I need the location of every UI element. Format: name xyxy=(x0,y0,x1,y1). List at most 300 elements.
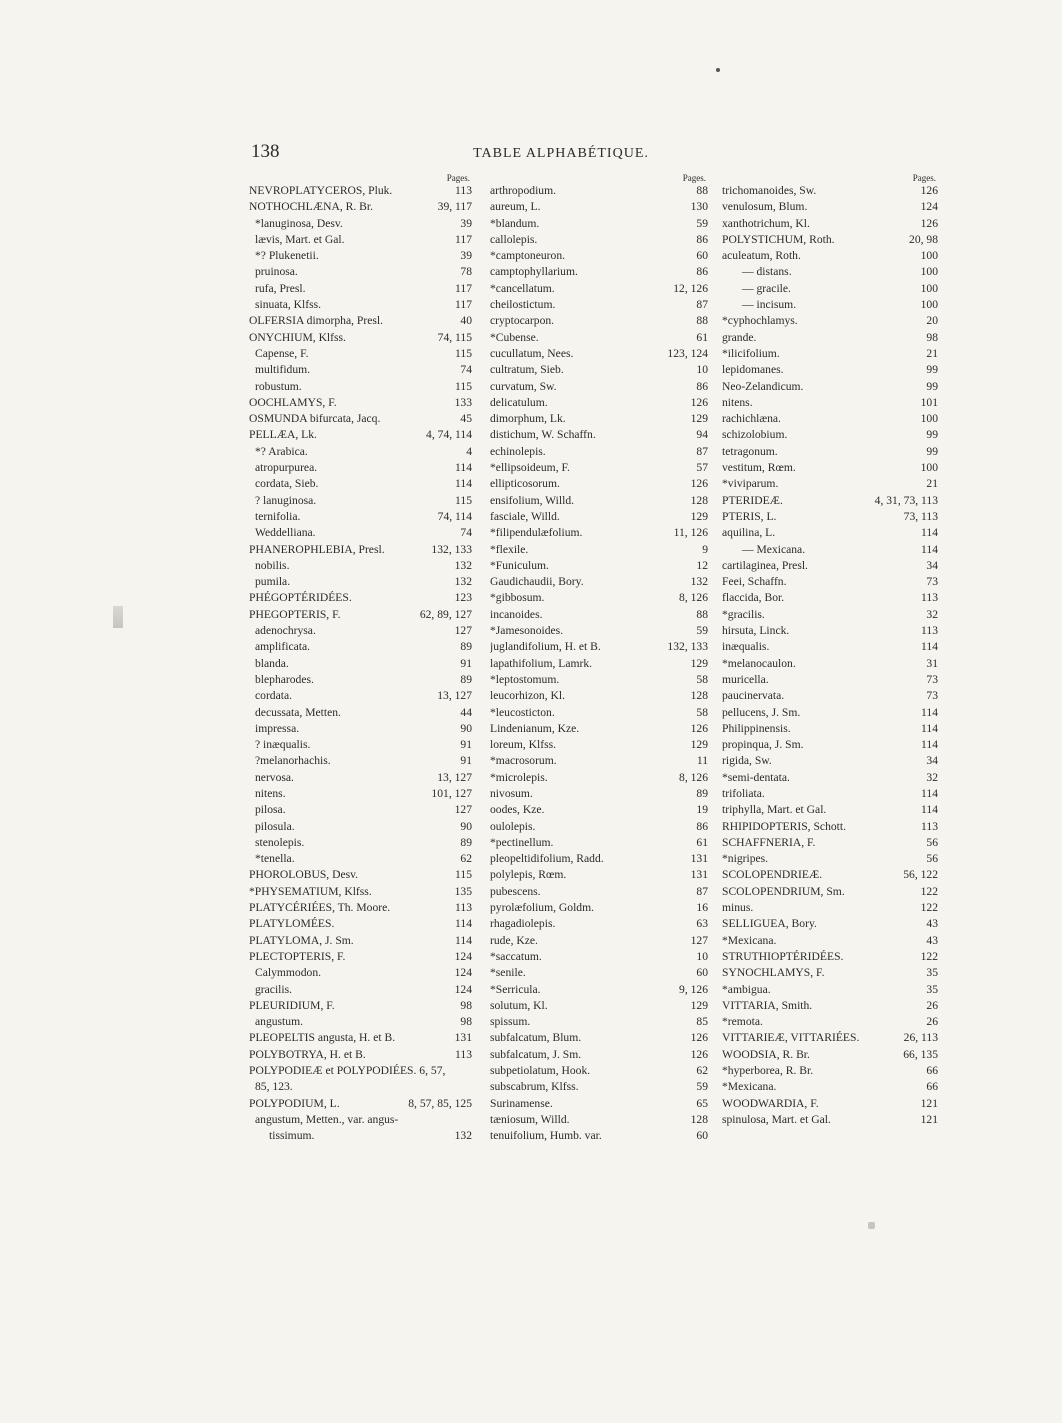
index-entry xyxy=(490,493,708,509)
entry-pages: 126 xyxy=(690,1047,708,1061)
entry-pages: 21 xyxy=(926,477,938,491)
entry-name: PLEOPELTIS angusta, H. et B. xyxy=(249,1031,396,1045)
entry-pages: 126 xyxy=(920,184,938,197)
entry-pages: 9 xyxy=(702,542,708,556)
entry-pages: 90 xyxy=(460,819,472,833)
entry-name: OLFERSIA dimorpha, Presl. xyxy=(249,314,383,328)
entry-name: propinqua, J. Sm. xyxy=(722,738,804,752)
index-entry xyxy=(249,998,472,1014)
entry-name: *ambigua. xyxy=(722,982,771,996)
entry-pages: 88 xyxy=(696,607,708,621)
index-entry xyxy=(249,183,472,199)
index-entry xyxy=(722,982,938,998)
entry-pages: 132, 133 xyxy=(667,640,708,654)
entry-pages: 113 xyxy=(921,819,938,833)
index-entry xyxy=(490,656,708,672)
entry-pages: 63 xyxy=(696,917,708,931)
entry-pages: 73, 113 xyxy=(903,509,938,523)
entry-name: SYNOCHLAMYS, F. xyxy=(722,966,825,980)
entry-name: xanthotrichum, Kl. xyxy=(722,216,810,230)
index-entry xyxy=(490,199,708,215)
entry-name: nitens. xyxy=(255,786,286,800)
entry-name: cucullatum, Nees. xyxy=(490,346,574,360)
entry-name: *cyphochlamys. xyxy=(722,314,798,328)
entry-pages: 131 xyxy=(690,852,708,866)
entry-name: venulosum, Blum. xyxy=(722,200,808,214)
entry-name: grande. xyxy=(722,330,757,344)
entry-name: leucorhizon, Kl. xyxy=(490,689,566,703)
entry-name: OOCHLAMYS, F. xyxy=(249,395,337,409)
entry-name: *flexile. xyxy=(490,542,529,556)
entry-pages: 132 xyxy=(690,575,708,589)
entry-pages: 114 xyxy=(921,526,938,540)
index-entry xyxy=(722,216,938,232)
entry-name: PELLÆA, Lk. xyxy=(249,428,317,442)
entry-name: pumila. xyxy=(255,575,291,589)
entry-name: tissimum. xyxy=(269,1129,315,1143)
entry-name: *pectinellum. xyxy=(490,835,554,849)
index-entry xyxy=(249,623,472,639)
entry-name: WOODWARDIA, F. xyxy=(722,1096,819,1110)
entry-name: *microlepis. xyxy=(490,770,548,784)
entry-pages: 56 xyxy=(926,852,938,866)
entry-pages: 4, 74, 114 xyxy=(426,428,472,442)
entry-name: inæqualis. xyxy=(722,640,770,654)
entry-pages: 91 xyxy=(460,656,472,670)
entry-name: *PHYSEMATIUM, Klfss. xyxy=(249,884,372,898)
entry-name: multifidum. xyxy=(255,363,311,377)
entry-pages: 114 xyxy=(921,705,938,719)
index-entry xyxy=(490,216,708,232)
entry-name: tetragonum. xyxy=(722,444,778,458)
entry-pages: 129 xyxy=(690,509,708,523)
entry-pages: 73 xyxy=(926,575,938,589)
index-entry xyxy=(490,1079,708,1095)
entry-name: blanda. xyxy=(255,656,289,670)
entry-pages: 58 xyxy=(696,705,708,719)
entry-pages: 132 xyxy=(454,575,472,589)
index-entry xyxy=(722,1063,938,1079)
entry-name: angustum, Metten., var. angus- xyxy=(255,1112,399,1126)
index-entry xyxy=(249,770,472,786)
entry-pages: 74, 115 xyxy=(437,330,472,344)
index-entry xyxy=(722,705,938,721)
index-entry xyxy=(490,444,708,460)
index-entry xyxy=(490,786,708,802)
index-entry xyxy=(249,949,472,965)
entry-name: *Funiculum. xyxy=(490,558,549,572)
index-entry xyxy=(722,313,938,329)
entry-name: dimorphum, Lk. xyxy=(490,412,566,426)
entry-pages: 9, 126 xyxy=(679,982,708,996)
entry-name: oodes, Kze. xyxy=(490,803,545,817)
entry-pages: 129 xyxy=(690,738,708,752)
entry-name: Weddelliana. xyxy=(255,526,316,540)
entry-name: PHOROLOBUS, Desv. xyxy=(249,868,359,882)
index-entry xyxy=(249,933,472,949)
entry-pages: 86 xyxy=(696,379,708,393)
index-entry xyxy=(722,1014,938,1030)
entry-pages: 86 xyxy=(696,265,708,279)
index-entry xyxy=(249,835,472,851)
index-entry xyxy=(249,379,472,395)
entry-name: *melanocaulon. xyxy=(722,656,796,670)
entry-name: PLATYLOMÉES. xyxy=(249,917,335,931)
index-entry xyxy=(249,688,472,704)
entry-pages: 114 xyxy=(921,542,938,556)
entry-name: pellucens, J. Sm. xyxy=(722,705,801,719)
entry-name: OSMUNDA bifurcata, Jacq. xyxy=(249,412,381,426)
entry-pages: 26 xyxy=(926,1015,938,1029)
entry-name: *gracilis. xyxy=(722,607,765,621)
entry-pages: 91 xyxy=(460,738,472,752)
entry-name: polylepis, Rœm. xyxy=(490,868,567,882)
index-entry xyxy=(722,835,938,851)
entry-name: cryptocarpon. xyxy=(490,314,555,328)
entry-pages: 10 xyxy=(696,949,708,963)
entry-name: PHEGOPTERIS, F. xyxy=(249,607,341,621)
entry-pages: 39, 117 xyxy=(437,200,472,214)
entry-name: aculeatum, Roth. xyxy=(722,249,801,263)
entry-name: lepidomanes. xyxy=(722,363,784,377)
index-entry xyxy=(490,933,708,949)
index-entry xyxy=(490,819,708,835)
entry-name: echinolepis. xyxy=(490,444,546,458)
page-speck xyxy=(716,68,720,72)
entry-name: SCHAFFNERIA, F. xyxy=(722,835,816,849)
index-entry xyxy=(249,476,472,492)
index-entry xyxy=(490,1030,708,1046)
entry-name: *? Plukenetii. xyxy=(255,249,319,263)
entry-pages: 26 xyxy=(926,998,938,1012)
entry-name: *semi-dentata. xyxy=(722,770,790,784)
entry-pages: 101 xyxy=(920,395,938,409)
index-entry xyxy=(490,1063,708,1079)
entry-name: tenuifolium, Humb. var. xyxy=(490,1129,602,1143)
entry-name: pleopeltidifolium, Radd. xyxy=(490,852,604,866)
entry-pages: 59 xyxy=(696,216,708,230)
index-entry xyxy=(722,753,938,769)
entry-pages: 114 xyxy=(921,786,938,800)
entry-name: solutum, Kl. xyxy=(490,998,548,1012)
entry-pages: 122 xyxy=(920,901,938,915)
entry-pages xyxy=(466,1079,472,1095)
index-entry xyxy=(722,248,938,264)
entry-pages: 124 xyxy=(920,200,938,214)
index-entry xyxy=(722,460,938,476)
index-entry xyxy=(249,444,472,460)
entry-pages: 21 xyxy=(926,346,938,360)
entry-pages: 74, 114 xyxy=(437,509,472,523)
column-header: Pages. xyxy=(682,173,706,183)
index-entry xyxy=(722,330,938,346)
index-entry xyxy=(722,232,938,248)
index-entry xyxy=(722,672,938,688)
index-entry xyxy=(490,851,708,867)
entry-pages: 99 xyxy=(926,363,938,377)
index-entry xyxy=(249,672,472,688)
entry-pages xyxy=(466,1112,472,1128)
entry-pages: 32 xyxy=(926,770,938,784)
entry-pages: 128 xyxy=(690,689,708,703)
entry-name: amplificata. xyxy=(255,640,311,654)
entry-name: flaccida, Bor. xyxy=(722,591,785,605)
index-entry xyxy=(722,916,938,932)
entry-pages: 126 xyxy=(690,1031,708,1045)
entry-pages: 127 xyxy=(454,624,472,638)
index-entry xyxy=(249,199,472,215)
entry-name: *gibbosum. xyxy=(490,591,545,605)
index-entry xyxy=(722,819,938,835)
index-entry xyxy=(249,639,472,655)
entry-name: Calymmodon. xyxy=(255,966,322,980)
entry-pages: 61 xyxy=(696,835,708,849)
index-entry xyxy=(490,705,708,721)
entry-name: Gaudichaudii, Bory. xyxy=(490,575,584,589)
index-entry xyxy=(249,542,472,558)
entry-pages: 100 xyxy=(920,461,938,475)
index-entry xyxy=(490,867,708,883)
entry-pages: 39 xyxy=(460,216,472,230)
index-column-2 xyxy=(490,173,708,1145)
entry-pages: 8, 126 xyxy=(679,770,708,784)
entry-name: pilosula. xyxy=(255,819,295,833)
entry-name: tæniosum, Willd. xyxy=(490,1112,570,1126)
index-entry xyxy=(722,183,938,199)
index-entry xyxy=(722,688,938,704)
index-entry xyxy=(490,281,708,297)
entry-name: RHIPIDOPTERIS, Schott. xyxy=(722,819,846,833)
index-entry xyxy=(249,1030,472,1046)
entry-pages: 114 xyxy=(921,803,938,817)
entry-pages: 65 xyxy=(696,1096,708,1110)
index-entry xyxy=(722,884,938,900)
entry-name: loreum, Klfss. xyxy=(490,738,557,752)
index-entry xyxy=(490,558,708,574)
entry-pages: 66 xyxy=(926,1064,938,1078)
entry-pages: 129 xyxy=(690,998,708,1012)
entry-pages: 115 xyxy=(455,868,472,882)
entry-pages: 56, 122 xyxy=(903,868,938,882)
entry-pages: 126 xyxy=(690,721,708,735)
entry-name: lævis, Mart. et Gal. xyxy=(255,232,345,246)
entry-pages: 13, 127 xyxy=(437,770,472,784)
index-entry xyxy=(490,802,708,818)
index-entry xyxy=(490,1096,708,1112)
entry-pages: 127 xyxy=(690,933,708,947)
entry-pages: 57 xyxy=(696,461,708,475)
index-entry xyxy=(490,900,708,916)
entry-pages: 4 xyxy=(466,444,472,458)
entry-name: *leptostomum. xyxy=(490,672,560,686)
entry-pages: 99 xyxy=(926,428,938,442)
index-entry xyxy=(490,248,708,264)
entry-pages: 132, 133 xyxy=(431,542,472,556)
index-entry xyxy=(249,297,472,313)
index-entry xyxy=(490,542,708,558)
entry-name: spissum. xyxy=(490,1015,531,1029)
entry-pages: 114 xyxy=(455,917,472,931)
entry-name: rigida, Sw. xyxy=(722,754,772,768)
index-entry xyxy=(722,427,938,443)
entry-name: rhagadiolepis. xyxy=(490,917,556,931)
entry-pages: 114 xyxy=(455,477,472,491)
entry-pages: 126 xyxy=(690,477,708,491)
entry-pages: 135 xyxy=(454,884,472,898)
entry-name: muricella. xyxy=(722,672,769,686)
entry-name: VITTARIA, Smith. xyxy=(722,998,813,1012)
entry-name: *hyperborea, R. Br. xyxy=(722,1064,814,1078)
entry-pages: 87 xyxy=(696,298,708,312)
entry-pages: 128 xyxy=(690,1112,708,1126)
entry-pages: 10 xyxy=(696,363,708,377)
index-entry xyxy=(490,476,708,492)
entry-name: gracilis. xyxy=(255,982,293,996)
entry-pages: 99 xyxy=(926,379,938,393)
entry-name: *nigripes. xyxy=(722,852,769,866)
index-entry xyxy=(490,395,708,411)
entry-name: rufa, Presl. xyxy=(255,281,306,295)
entry-pages: 115 xyxy=(455,379,472,393)
index-entry xyxy=(722,264,938,280)
entry-pages: 62 xyxy=(696,1064,708,1078)
index-entry xyxy=(722,639,938,655)
entry-name: *Mexicana. xyxy=(722,933,777,947)
entry-pages: 123 xyxy=(454,591,472,605)
entry-pages: 124 xyxy=(454,949,472,963)
index-entry xyxy=(490,998,708,1014)
entry-name: incanoides. xyxy=(490,607,543,621)
entry-name: POLYSTICHUM, Roth. xyxy=(722,232,835,246)
entry-name: PLEURIDIUM, F. xyxy=(249,998,335,1012)
entry-name: Capense, F. xyxy=(255,346,309,360)
index-entry xyxy=(490,1014,708,1030)
entry-pages: 40 xyxy=(460,314,472,328)
entry-name: subpetiolatum, Hook. xyxy=(490,1064,591,1078)
entry-name: Surinamense. xyxy=(490,1096,553,1110)
entry-name: atropurpurea. xyxy=(255,461,318,475)
entry-pages: 113 xyxy=(921,591,938,605)
entry-name: SCOLOPENDRIUM, Sm. xyxy=(722,884,845,898)
entry-name: subscabrum, Klfss. xyxy=(490,1080,579,1094)
entry-pages: 129 xyxy=(690,412,708,426)
entry-pages: 8, 57, 85, 125 xyxy=(408,1096,472,1110)
entry-name: oulolepis. xyxy=(490,819,536,833)
entry-pages: 35 xyxy=(926,966,938,980)
index-entry xyxy=(490,264,708,280)
index-entry xyxy=(249,395,472,411)
index-entry xyxy=(249,1063,472,1079)
index-column-1 xyxy=(249,173,472,1145)
entry-name: — gracile. xyxy=(742,281,791,295)
index-entry xyxy=(249,525,472,541)
entry-name: impressa. xyxy=(255,721,300,735)
index-entry xyxy=(722,900,938,916)
entry-name: — incisum. xyxy=(742,298,797,312)
index-entry xyxy=(249,965,472,981)
entry-pages: 88 xyxy=(696,184,708,197)
entry-pages: 123, 124 xyxy=(667,346,708,360)
entry-name: 85, 123. xyxy=(255,1080,293,1094)
entry-pages: 122 xyxy=(920,949,938,963)
entry-name: decussata, Metten. xyxy=(255,705,341,719)
entry-name: *remota. xyxy=(722,1015,763,1029)
index-entry xyxy=(249,493,472,509)
entry-pages: 78 xyxy=(460,265,472,279)
entry-name: robustum. xyxy=(255,379,302,393)
entry-pages: 89 xyxy=(460,835,472,849)
entry-name: distichum, W. Schaffn. xyxy=(490,428,596,442)
entry-name: *? Arabica. xyxy=(255,444,308,458)
index-entry xyxy=(249,590,472,606)
index-entry xyxy=(722,607,938,623)
entry-pages: 99 xyxy=(926,444,938,458)
entry-name: *Mexicana. xyxy=(722,1080,777,1094)
index-entry xyxy=(722,786,938,802)
column-header: Pages. xyxy=(912,173,936,183)
entry-name: pubescens. xyxy=(490,884,541,898)
index-entry xyxy=(722,395,938,411)
entry-pages: 131 xyxy=(690,868,708,882)
index-entry xyxy=(490,574,708,590)
entry-name: subfalcatum, J. Sm. xyxy=(490,1047,582,1061)
entry-name: *viviparum. xyxy=(722,477,779,491)
entry-name: ONYCHIUM, Klfss. xyxy=(249,330,346,344)
entry-pages: 101, 127 xyxy=(431,786,472,800)
entry-pages: 115 xyxy=(455,346,472,360)
index-entry xyxy=(249,411,472,427)
index-entry xyxy=(722,1030,938,1046)
entry-pages: 100 xyxy=(920,281,938,295)
entry-name: trifoliata. xyxy=(722,786,765,800)
index-entry xyxy=(722,1112,938,1128)
index-entry xyxy=(249,900,472,916)
entry-name: PLATYLOMA, J. Sm. xyxy=(249,933,354,947)
entry-name: *filipendulæfolium. xyxy=(490,526,583,540)
index-entry xyxy=(249,737,472,753)
entry-name: cheilostictum. xyxy=(490,298,556,312)
entry-name: *ellipsoideum, F. xyxy=(490,461,570,475)
entry-pages: 131 xyxy=(454,1031,472,1045)
index-entry xyxy=(490,607,708,623)
index-entry xyxy=(249,705,472,721)
entry-pages: 129 xyxy=(690,656,708,670)
entry-pages: 32 xyxy=(926,607,938,621)
entry-name: cordata. xyxy=(255,689,293,703)
index-entry xyxy=(722,509,938,525)
index-entry xyxy=(490,949,708,965)
entry-name: *cancellatum. xyxy=(490,281,555,295)
entry-pages: 113 xyxy=(455,1047,472,1061)
entry-name: nivosum. xyxy=(490,786,533,800)
entry-name: — Mexicana. xyxy=(742,542,806,556)
entry-name: camptophyllarium. xyxy=(490,265,578,279)
entry-pages: 60 xyxy=(696,966,708,980)
index-entry xyxy=(490,884,708,900)
index-entry xyxy=(490,916,708,932)
entry-name: schizolobium. xyxy=(722,428,788,442)
entry-pages: 98 xyxy=(460,1015,472,1029)
column-header: Pages. xyxy=(446,173,470,183)
index-entry xyxy=(249,313,472,329)
index-entry xyxy=(249,427,472,443)
entry-name: fasciale, Willd. xyxy=(490,509,560,523)
entry-name: spinulosa, Mart. et Gal. xyxy=(722,1112,831,1126)
entry-name: *Jamesonoides. xyxy=(490,624,564,638)
entry-pages: 114 xyxy=(921,640,938,654)
index-entry xyxy=(490,411,708,427)
entry-pages: 19 xyxy=(696,803,708,817)
